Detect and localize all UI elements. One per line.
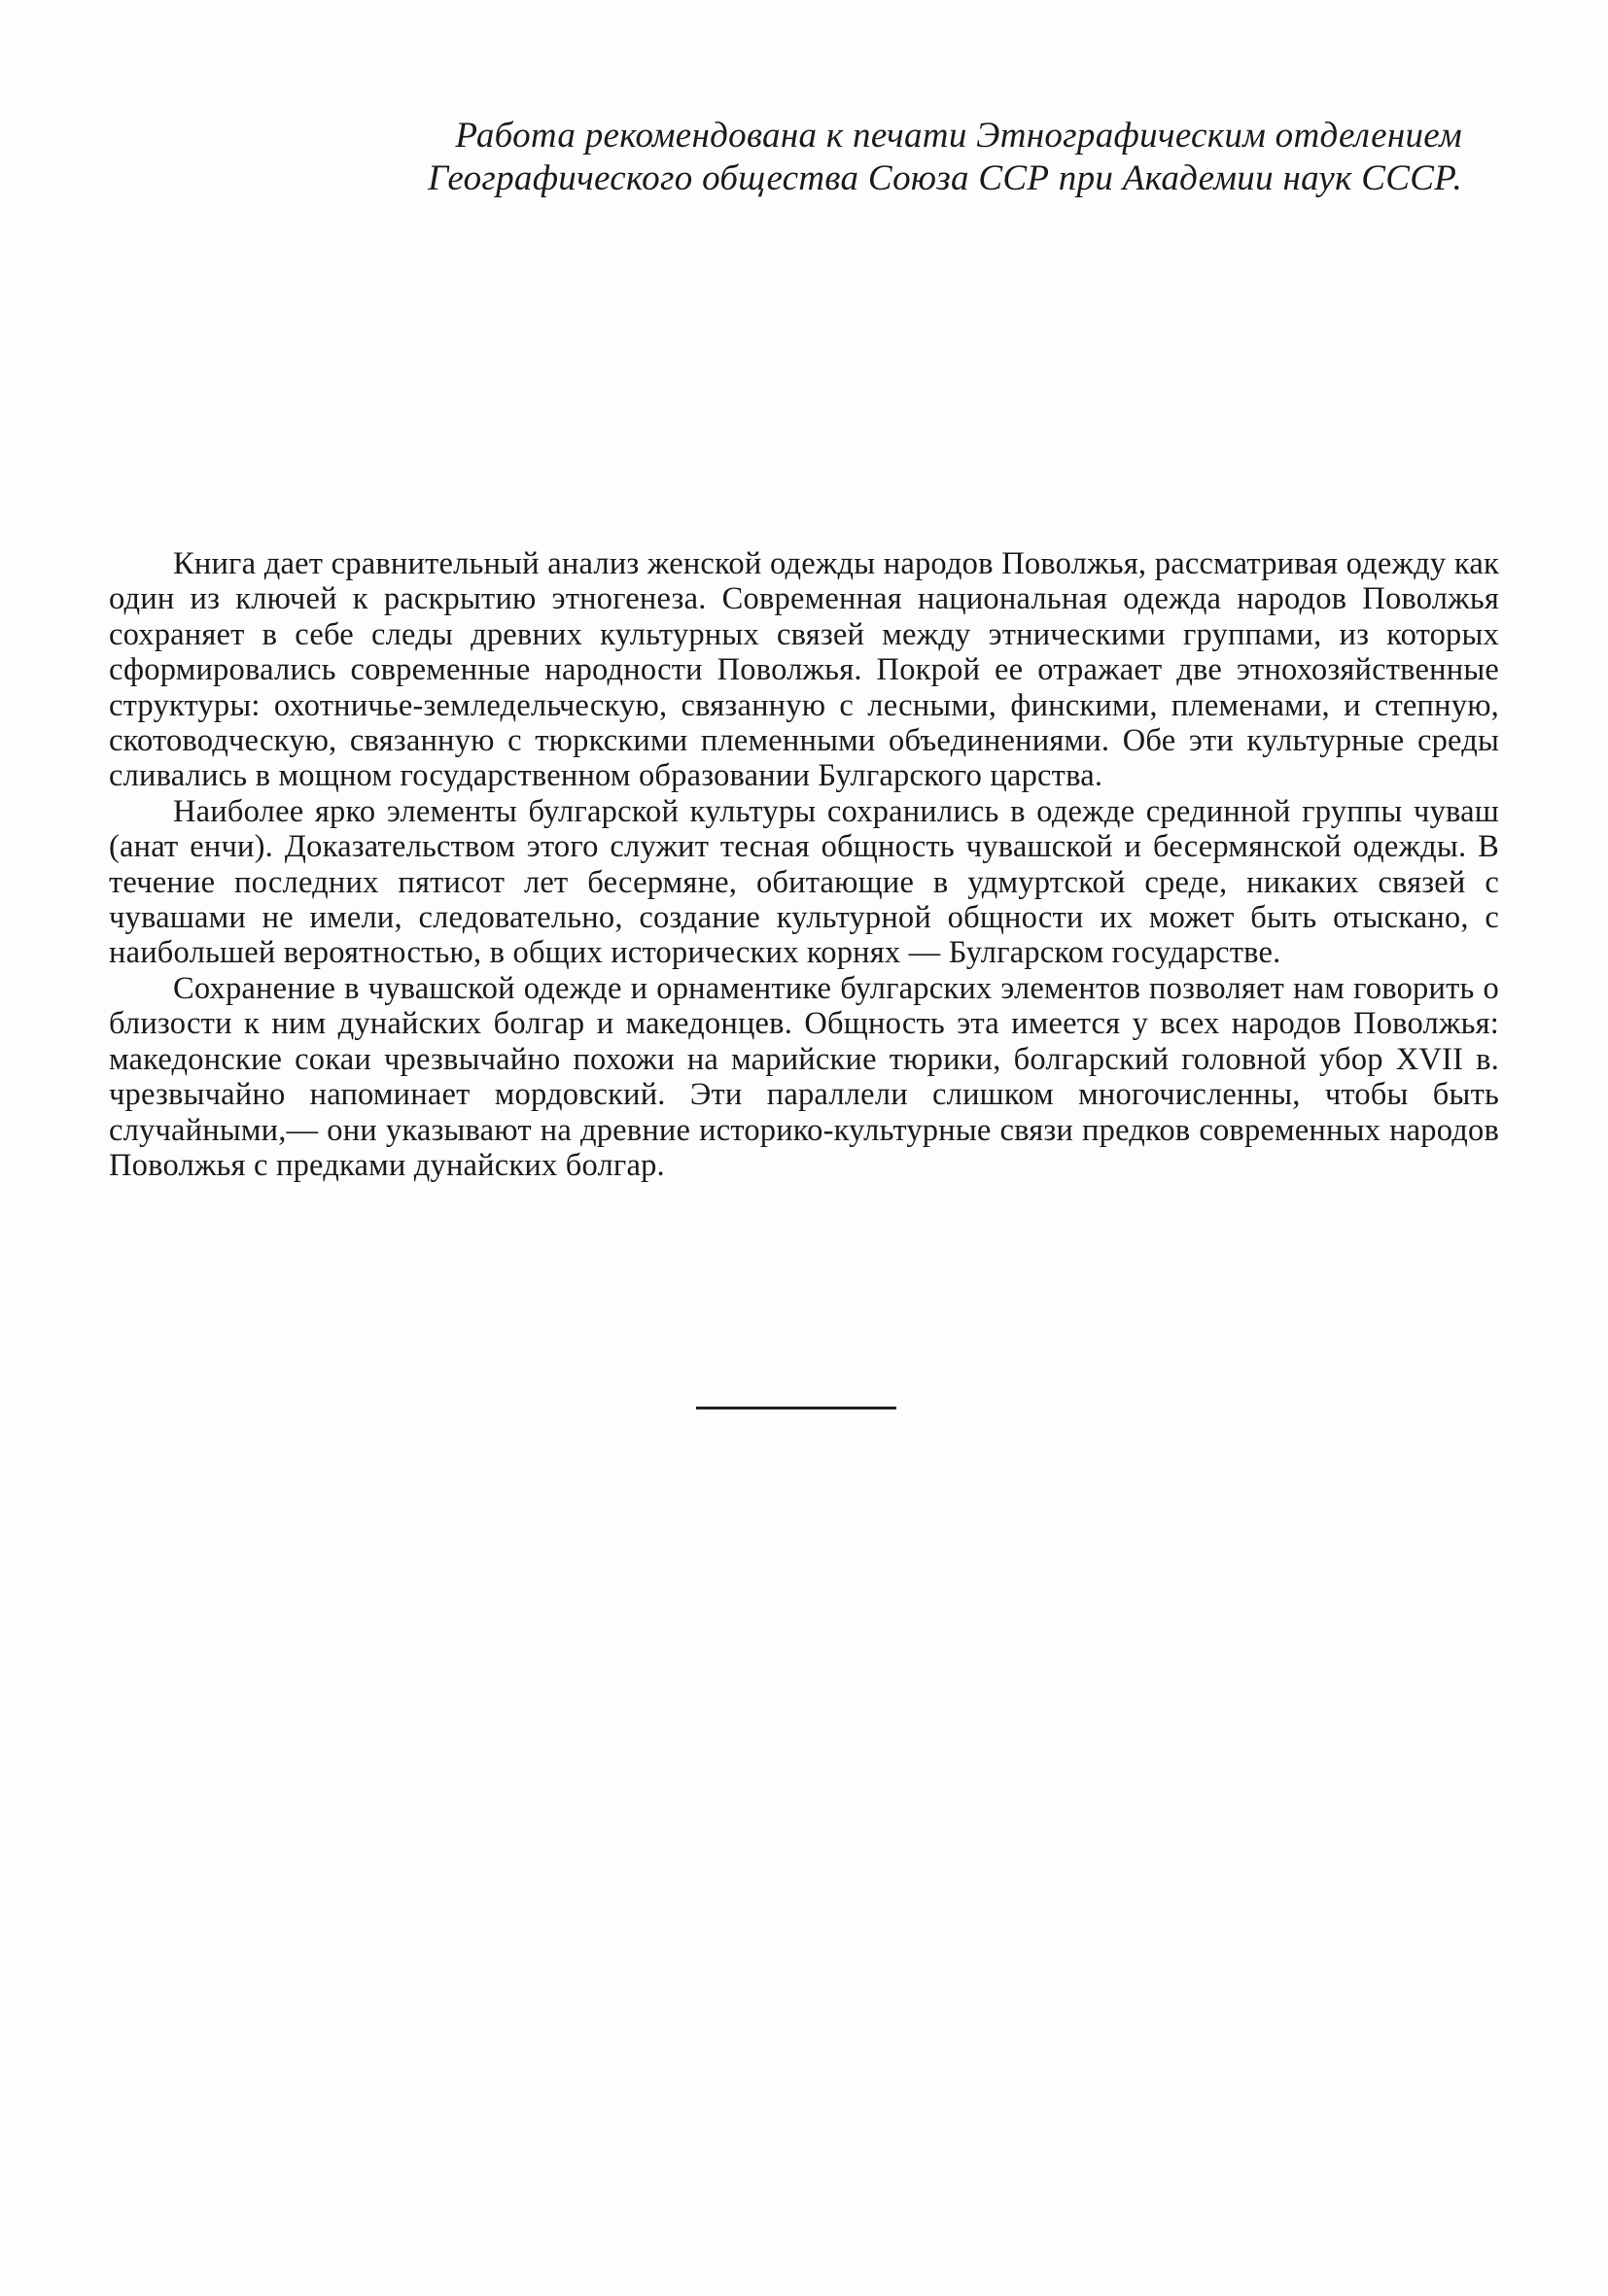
recommendation-line-1: Работа рекомендована к печати Этнографическим отделением [455, 116, 1462, 156]
book-abstract [109, 546, 1499, 1183]
abstract-paragraph-2: Наиболее ярко элементы булгарской культуры сохранились в одежде срединной группы чуваш (анат енчи). Доказательством этого служит тесная общность чувашской и бесермянской одежды. В течение последних пятисот лет бесермяне, обитающие в удмуртской среде, никаких связей с чувашами не имели, следовательно, создание культурной общности их может быть отыскано, с наибольшей вероятностью, в общих исторических корнях — Булгарском государстве. [109, 793, 1499, 971]
abstract-paragraph-3: Сохранение в чувашской одежде и орнаментике булгарских элементов позволяет нам говорить о близости к ним дунайских болгар и македонцев. Общность эта имеется у всех народов Поволжья: македонские сокаи чрезвычайно похожи на марийские тюрики, болгарский головной убор XVII в. чрезвычайно напоминает мордовский. Эти параллели слишком многочисленны, чтобы быть случайными,— они указывают на древние историко-культурные связи предков современных народов Поволжья с предками дунайских болгар. [109, 970, 1499, 1183]
recommendation-note [344, 115, 1462, 200]
recommendation-line-2: Географического общества Союза ССР при Академии наук СССР. [428, 158, 1462, 198]
abstract-paragraph-1: Книга дает сравнительный анализ женской одежды народов Поволжья, рассматривая одежду как один из ключей к раскрытию этногенеза. Современная национальная одежда народов Поволжья сохраняет в себе следы древних культурных связей между этническими группами, из которых сформировались современные народности Поволжья. Покрой ее отражает две этнохозяйственные структуры: охотничье-земледельческую, связанную с лесными, финскими, племенами, и степную, скотоводческую, связанную с тюркскими племенными объединениями. Обе эти культурные среды сливались в мощном государственном образовании Булгарского царства. [109, 546, 1499, 794]
section-divider [696, 1407, 896, 1409]
